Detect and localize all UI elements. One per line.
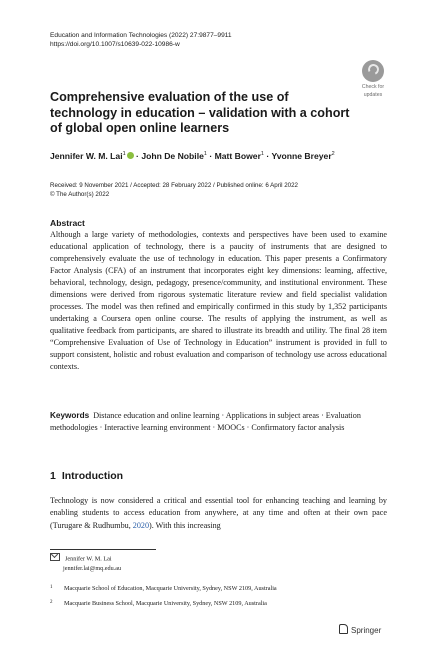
author-affiliation-sup: 1 (260, 151, 264, 158)
check-updates-icon (362, 60, 384, 82)
contact-email[interactable]: jennifer.lai@mq.edu.au (63, 564, 122, 572)
author-affiliation-sup: 2 (331, 151, 335, 158)
publication-history (50, 181, 298, 199)
author-name[interactable]: Matt Bower (214, 151, 261, 161)
citation-link[interactable]: 2020 (132, 520, 150, 530)
author-separator: · (209, 151, 213, 161)
check-for-updates-badge[interactable] (358, 60, 388, 98)
affiliation-1-text: Macquarie School of Education, Macquarie University, Sydney, NSW 2109, Australia (64, 585, 277, 592)
springer-horse-icon (339, 624, 348, 634)
check-updates-label-2: updates (363, 92, 383, 98)
author-affiliation-sup: 1 (122, 151, 126, 158)
section-heading (50, 470, 123, 482)
author-affiliation-sup: 1 (203, 151, 207, 158)
affiliation-2 (50, 600, 267, 607)
journal-reference (50, 31, 232, 49)
article-title: Comprehensive evaluation of the use of technology in education – validation with a cohort of global open online learners (50, 90, 350, 135)
abstract-text: Although a large variety of methodologies, contexts and perspectives have been used to examine educational application of technology, there is a paucity of instruments that are designed to comprehensively evaluate the use of technology in education. This paper presents a Confirmatory Factor Analysis (CFA) of an instrument that incorporates eight key dimensions: learning, affective, behavioral, technology, design, pedagogy, presence/community, and institutional environment. These dimensions were derived from rigorous systematic literature review and field specialist validation processes. The model was then refined and empirically confirmed in this study by 1,352 participants undertaking a Coursera open online course. The results of applying the instrument, as well as qualitative feedback from participants, are shared to illustrate its breadth and utility. The final 28 item “Comprehensive Evaluation of Use of Technology in Education” instrument is provided in full to support consistent, holistic and robust evaluation and comparison of technology use across educational contexts. (50, 229, 387, 372)
keywords-text: Distance education and online learning · Applications in subject areas · Evaluation methodologies · Interactive learning environment · MOOCs · Confirmatory factor analysis (50, 411, 361, 432)
keywords-block (50, 410, 370, 433)
doi-link[interactable]: https://doi.org/10.1007/s10639-022-10986-w (50, 41, 180, 48)
envelope-icon (50, 553, 60, 561)
publisher-name: Springer (351, 626, 382, 635)
corresponding-author (50, 553, 121, 573)
author-name[interactable]: Jennifer W. M. Lai (50, 151, 123, 161)
section-title: Introduction (61, 470, 124, 482)
affiliation-1 (50, 585, 277, 592)
history-dates: Received: 9 November 2021 / Accepted: 28 February 2022 / Published online: 6 April 2022 (50, 182, 299, 189)
affiliation-1-marker: 1 (50, 585, 53, 590)
keywords-label: Keywords (50, 411, 90, 420)
orcid-icon[interactable] (127, 152, 134, 159)
affiliation-2-text: Macquarie Business School, Macquarie University, Sydney, NSW 2109, Australia (64, 600, 267, 607)
abstract-heading: Abstract (50, 218, 85, 228)
introduction-text (50, 495, 387, 532)
contact-name: Jennifer W. M. Lai (65, 555, 112, 563)
copyright-notice: © The Author(s) 2022 (50, 191, 110, 198)
check-updates-label-1: Check for (361, 84, 385, 90)
journal-citation: Education and Information Technologies (2022) 27:9877–9911 (50, 32, 232, 39)
section-number: 1 (50, 470, 56, 482)
affiliation-2-marker: 2 (50, 600, 53, 605)
intro-text-part-2: ). With this increasing (149, 520, 221, 530)
author-separator: · (136, 151, 139, 161)
intro-text-part-1: Technology is now considered a critical and essential tool for enhancing teaching and learning by enabling students to access education from anywhere, at any time and often at their own pace (Turugare & Rudhumbu, (50, 496, 387, 530)
publisher-logo (339, 624, 381, 635)
author-separator: · (266, 151, 270, 161)
footnote-divider (50, 549, 156, 550)
author-list (50, 151, 335, 161)
author-name[interactable]: John De Nobile (141, 151, 204, 161)
author-name[interactable]: Yvonne Breyer (271, 151, 332, 161)
